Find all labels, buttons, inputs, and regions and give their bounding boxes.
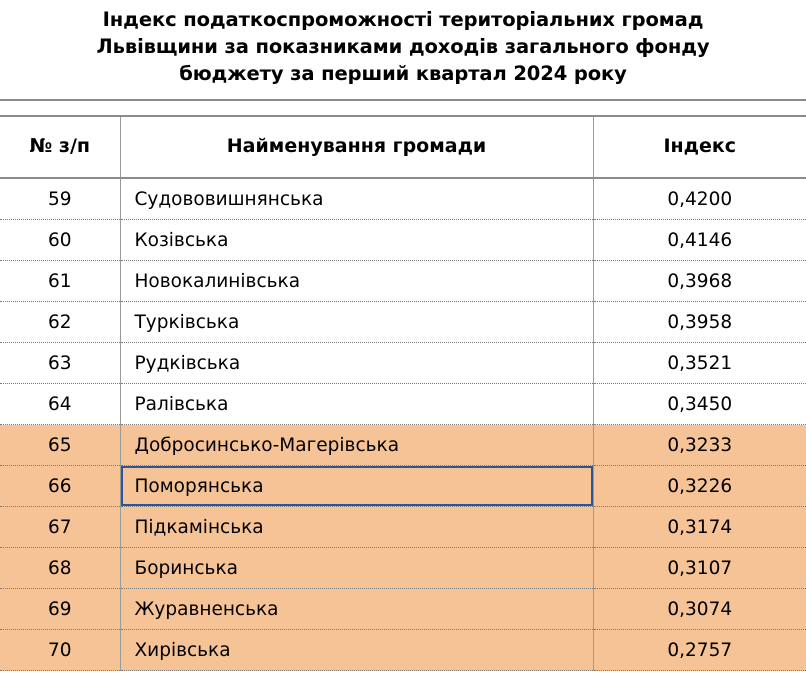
- table-top-rule: [0, 100, 806, 116]
- index-value-cell[interactable]: 0,3521: [593, 343, 806, 384]
- row-number-cell[interactable]: 69: [0, 589, 120, 630]
- table-row[interactable]: [0, 302, 806, 343]
- community-name-cell[interactable]: Підкамінська: [120, 507, 593, 548]
- table-row[interactable]: [0, 384, 806, 425]
- index-value-cell[interactable]: 0,3226: [593, 466, 806, 507]
- community-name-cell[interactable]: Новокалинівська: [120, 261, 593, 302]
- index-value-cell[interactable]: 0,3074: [593, 589, 806, 630]
- community-name-cell[interactable]: Хирівська: [120, 630, 593, 671]
- page-title-line-2: Львівщини за показниками доходів загального фонду: [96, 35, 710, 58]
- community-name-cell[interactable]: Поморянська: [120, 466, 593, 507]
- row-number-cell[interactable]: 63: [0, 343, 120, 384]
- index-table: [0, 99, 806, 671]
- row-number-cell[interactable]: 60: [0, 220, 120, 261]
- index-value-cell[interactable]: 0,2757: [593, 630, 806, 671]
- table-header-row: [0, 116, 806, 178]
- rule-cell-num: [0, 100, 120, 116]
- community-name-cell[interactable]: Боринська: [120, 548, 593, 589]
- table-row[interactable]: [0, 589, 806, 630]
- row-number-cell[interactable]: 70: [0, 630, 120, 671]
- table-body: [0, 178, 806, 671]
- page-title: [0, 0, 806, 87]
- column-header-name: Найменування громади: [120, 116, 593, 178]
- community-name-cell[interactable]: Козівська: [120, 220, 593, 261]
- table-row[interactable]: [0, 343, 806, 384]
- table-row[interactable]: [0, 220, 806, 261]
- row-number-cell[interactable]: 66: [0, 466, 120, 507]
- rule-cell-name: [120, 100, 593, 116]
- index-value-cell[interactable]: 0,3958: [593, 302, 806, 343]
- page-title-line-3: бюджету за перший квартал 2024 року: [179, 62, 627, 85]
- index-value-cell[interactable]: 0,3450: [593, 384, 806, 425]
- rule-cell-index: [593, 100, 806, 116]
- table-row[interactable]: [0, 466, 806, 507]
- row-number-cell[interactable]: 64: [0, 384, 120, 425]
- community-name-cell[interactable]: Рудківська: [120, 343, 593, 384]
- index-value-cell[interactable]: 0,4146: [593, 220, 806, 261]
- row-number-cell[interactable]: 61: [0, 261, 120, 302]
- column-header-number: № з/п: [0, 116, 120, 178]
- row-number-cell[interactable]: 68: [0, 548, 120, 589]
- row-number-cell[interactable]: 67: [0, 507, 120, 548]
- index-value-cell[interactable]: 0,3968: [593, 261, 806, 302]
- index-value-cell[interactable]: 0,4200: [593, 178, 806, 220]
- column-header-index: Індекс: [593, 116, 806, 178]
- table-row[interactable]: [0, 548, 806, 589]
- row-number-cell[interactable]: 65: [0, 425, 120, 466]
- table-row[interactable]: [0, 507, 806, 548]
- table-row[interactable]: [0, 261, 806, 302]
- community-name-cell[interactable]: Добросинсько-Магерівська: [120, 425, 593, 466]
- table-row[interactable]: [0, 425, 806, 466]
- community-name-cell[interactable]: Судововишнянська: [120, 178, 593, 220]
- community-name-cell[interactable]: Турківська: [120, 302, 593, 343]
- community-name-cell[interactable]: Ралівська: [120, 384, 593, 425]
- table-row[interactable]: [0, 178, 806, 220]
- page-title-line-1: Індекс податкоспроможності територіальних громад: [102, 8, 704, 31]
- community-name-cell[interactable]: Журавненська: [120, 589, 593, 630]
- row-number-cell[interactable]: 62: [0, 302, 120, 343]
- table-header: [0, 100, 806, 178]
- row-number-cell[interactable]: 59: [0, 178, 120, 220]
- index-value-cell[interactable]: 0,3233: [593, 425, 806, 466]
- table-row[interactable]: [0, 630, 806, 671]
- index-value-cell[interactable]: 0,3107: [593, 548, 806, 589]
- index-value-cell[interactable]: 0,3174: [593, 507, 806, 548]
